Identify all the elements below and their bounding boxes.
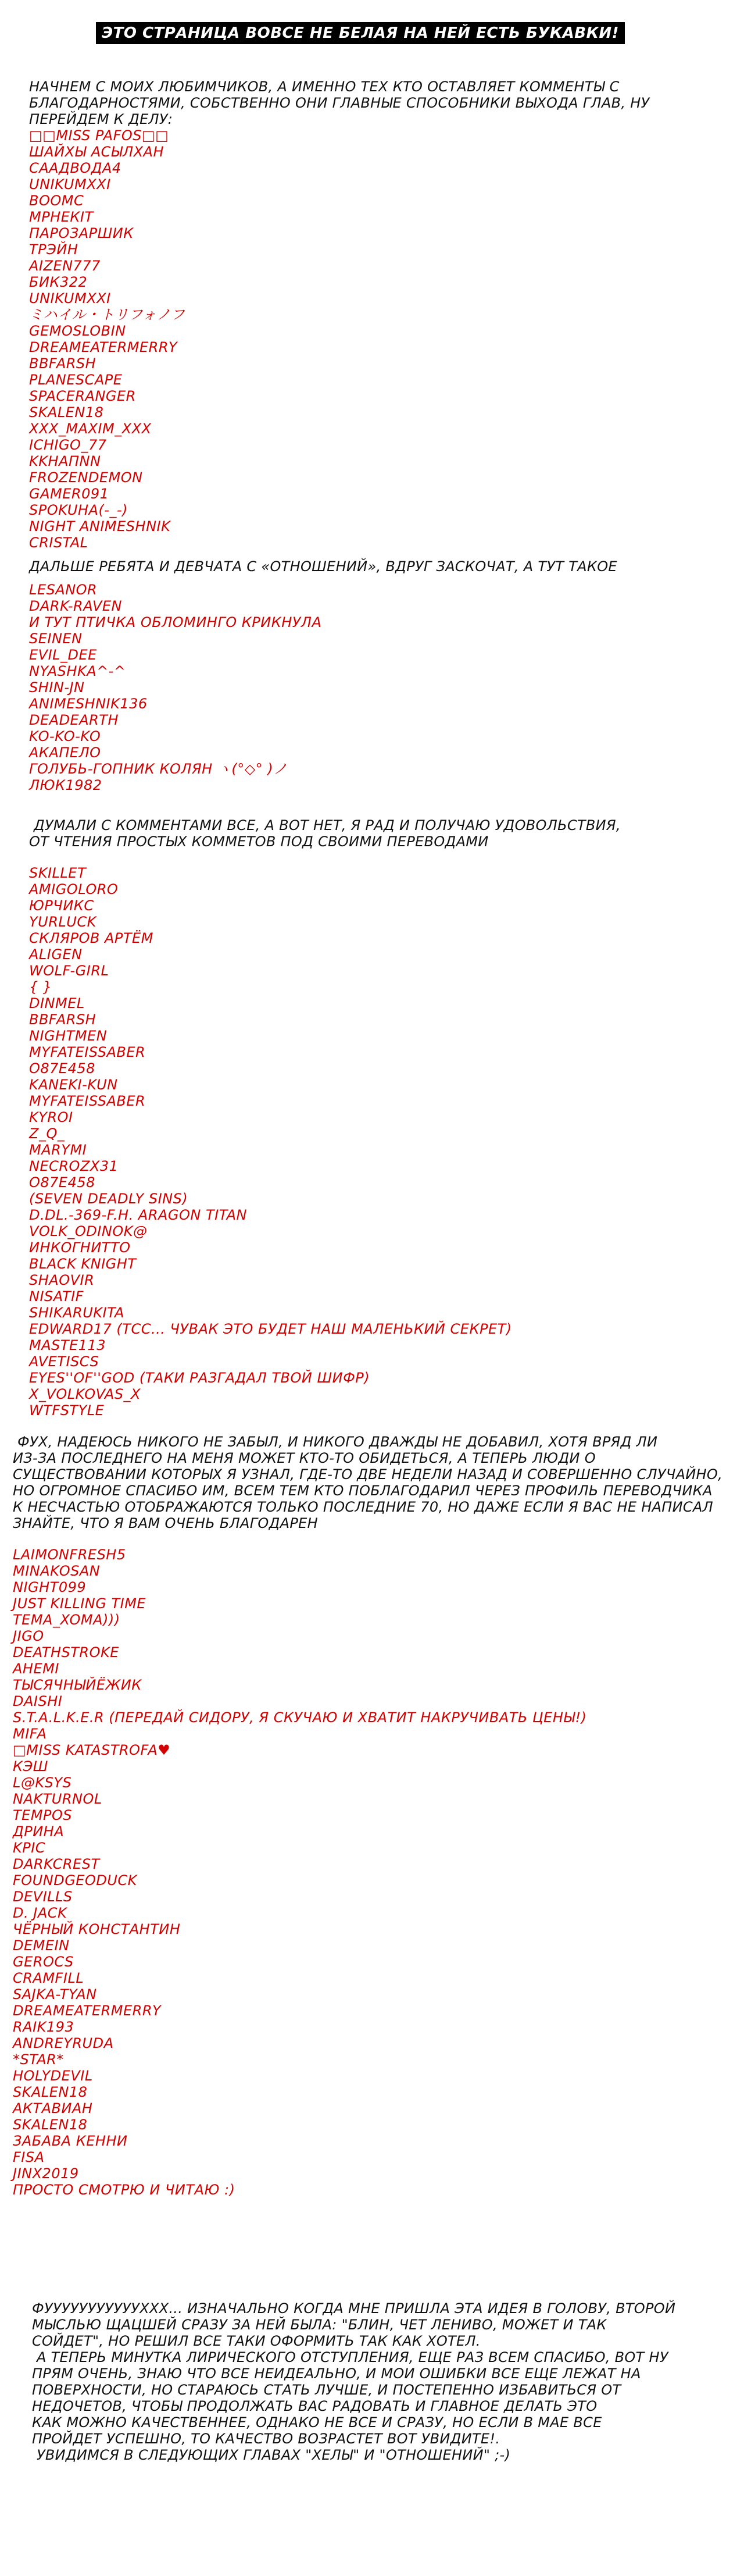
name-item: JINX2019 xyxy=(13,2165,79,2182)
name-item: PLANESCAPE xyxy=(29,372,123,388)
name-item: O87E458 xyxy=(29,1174,95,1191)
name-item: SKILLET xyxy=(29,865,87,881)
name-item: EDWARD17 (ТСС... ЧУВАК ЭТО БУДЕТ НАШ МАЛЕНЬКИЙ СЕКРЕТ) xyxy=(29,1321,512,1337)
name-item: СКЛЯРОВ АРТЁМ xyxy=(29,930,153,946)
name-item: AMIGOLORO xyxy=(29,881,119,897)
name-item: MIFA xyxy=(13,1726,47,1742)
name-item: EVIL_DEE xyxy=(29,647,97,663)
name-item: БИК322 xyxy=(29,274,88,290)
name-item: DREAMEATERMERRY xyxy=(13,2003,162,2019)
name-item: SKALEN18 xyxy=(29,404,104,421)
name-item: TEMA_XOMA))) xyxy=(13,1612,120,1628)
name-item: BBFARSH xyxy=(29,355,96,372)
name-item: ЛЮК1982 xyxy=(29,777,102,793)
name-item: JUST KILLING TIME xyxy=(13,1595,146,1612)
name-item: MYFATEISSABER xyxy=(29,1044,146,1060)
name-item: ミハイル・トリフォノフ xyxy=(29,307,185,323)
name-item: GAMER091 xyxy=(29,486,109,502)
name-item: GEROCS xyxy=(13,1954,74,1970)
name-item: (SEVEN DEADLY SINS) xyxy=(29,1191,188,1207)
section-profile-thanks xyxy=(13,1434,728,2198)
name-item: EYES''OF''GOD (ТАКИ РАЗГАДАЛ ТВОЙ ШИФР) xyxy=(29,1370,370,1386)
name-item: UNIKUMXXI xyxy=(29,290,111,307)
name-item: VOLK_ODINOK@ xyxy=(29,1223,148,1239)
name-item: КЭШ xyxy=(13,1758,48,1775)
section-relations-list xyxy=(29,582,698,793)
name-item: DAISHI xyxy=(13,1693,63,1709)
section-relations-intro: ДАЛЬШЕ РЕБЯТА И ДЕВЧАТА С «ОТНОШЕНИЙ», ВДРУГ ЗАСКОЧАТ, А ТУТ ТАКОЕ xyxy=(29,558,617,575)
name-item: AHEMI xyxy=(13,1661,59,1677)
name-item: SPACERANGER xyxy=(29,388,136,404)
section-commenters-intro: ДУМАЛИ С КОММЕНТАМИ ВСЕ, А ВОТ НЕТ, Я РАД И ПОЛУЧАЮ УДОВОЛЬСТВИЯ, ОТ ЧТЕНИЯ ПРОСТЫХ КОММЕТОВ ПОД СВОИМИ ПЕРЕВОДАМИ xyxy=(29,817,621,850)
name-item: SHAOVIR xyxy=(29,1272,95,1288)
name-item: D.DL.-369-F.H. ARAGON TITAN xyxy=(29,1207,248,1223)
section-profile-thanks-list xyxy=(13,1547,728,2198)
name-item: KPIC xyxy=(13,1840,46,1856)
name-item: ШАЙХЫ АСЫЛХАН xyxy=(29,144,164,160)
name-item: KKHAПNN xyxy=(29,453,101,469)
name-item: MYFATEISSABER xyxy=(29,1093,146,1109)
name-item: ЧЁРНЫЙ КОНСТАНТИН xyxy=(13,1921,181,1937)
name-item: MINAKOSAN xyxy=(13,1563,101,1579)
name-item: ГОЛУБЬ-ГОПНИК КОЛЯН ヽ(°◇° )ノ xyxy=(29,761,288,777)
section-relations xyxy=(29,558,698,793)
name-item: DARKCREST xyxy=(13,1856,100,1872)
name-item: BLACK KNIGHT xyxy=(29,1256,137,1272)
name-item: ANDREYRUDA xyxy=(13,2035,114,2051)
name-item: ПАРОЗАРШИК xyxy=(29,225,134,241)
section-favorites-list xyxy=(29,127,698,551)
section-commenters-list xyxy=(29,865,715,1419)
name-item: S.T.A.L.K.E.R (ПЕРЕДАЙ СИДОРУ, Я СКУЧАЮ И ХВАТИТ НАКРУЧИВАТЬ ЦЕНЫ!) xyxy=(13,1709,587,1726)
name-item: YURLUCK xyxy=(29,914,96,930)
section-favorites-intro: НАЧНЕМ С МОИХ ЛЮБИМЧИКОВ, А ИМЕННО ТЕХ КТО ОСТАВЛЯЕТ КОММЕНТЫ С БЛАГОДАРНОСТЯМИ, СОБСТВЕННО ОНИ ГЛАВНЫЕ СПОСОБНИКИ ВЫХОДА ГЛАВ, НУ ПЕРЕЙДЕМ К ДЕЛУ: xyxy=(29,79,654,127)
name-item: SEINEN xyxy=(29,630,83,647)
name-item: KYROI xyxy=(29,1109,73,1125)
name-item: BOOMC xyxy=(29,193,84,209)
name-item: ЗАБАВА КЕННИ xyxy=(13,2133,128,2149)
name-item: SHIKARUKITA xyxy=(29,1305,124,1321)
name-item: AVETISCS xyxy=(29,1353,99,1370)
name-item: L@KSYS xyxy=(13,1775,72,1791)
name-item: АКАПЕЛО xyxy=(29,744,101,761)
name-item: ПРОСТО СМОТРЮ И ЧИТАЮ :) xyxy=(13,2182,235,2198)
name-item: *STAR* xyxy=(13,2051,64,2068)
name-item: SKALEN18 xyxy=(13,2117,88,2133)
name-item: { } xyxy=(29,979,52,995)
name-item: MРНЕКІТ xyxy=(29,209,94,225)
name-item: □□MISS PAFOS□□ xyxy=(29,127,169,144)
section-favorites xyxy=(29,79,698,551)
name-item: CRISTAL xyxy=(29,535,88,551)
name-item: □MISS KATASTROFA♥ xyxy=(13,1742,171,1758)
name-item: ТЫСЯЧНЫЙЁЖИК xyxy=(13,1677,142,1693)
name-item: ЮРЧИКС xyxy=(29,897,94,914)
name-item: SHIN-JN xyxy=(29,679,85,696)
name-item: NIGHTMEN xyxy=(29,1028,108,1044)
name-item: WOLF-GIRL xyxy=(29,963,109,979)
name-item: ТРЭЙН xyxy=(29,241,78,258)
name-item: GEMOSLOBIN xyxy=(29,323,126,339)
name-item: TEMPOS xyxy=(13,1807,73,1823)
name-item: SAJKA-TYAN xyxy=(13,1986,97,2003)
banner-title: ЭТО СТРАНИЦА ВОВСЕ НЕ БЕЛАЯ НА НЕЙ ЕСТЬ БУКАВКИ! xyxy=(96,22,625,44)
name-item: FOUNDGEODUCK xyxy=(13,1872,137,1889)
name-item: MASTE113 xyxy=(29,1337,106,1353)
name-item: DEADEARTH xyxy=(29,712,119,728)
name-item: XXX_MAXIM_XXX xyxy=(29,421,152,437)
name-item: NAKTURNOL xyxy=(13,1791,102,1807)
name-item: АКТАВИАН xyxy=(13,2100,93,2117)
name-item: NYASHKA^-^ xyxy=(29,663,126,679)
name-item: NECROZX31 xyxy=(29,1158,119,1174)
name-item: DEVILLS xyxy=(13,1889,73,1905)
name-item: FISA xyxy=(13,2149,45,2165)
section-profile-thanks-intro: ФУХ, НАДЕЮСЬ НИКОГО НЕ ЗАБЫЛ, И НИКОГО ДВАЖДЫ НЕ ДОБАВИЛ, ХОТЯ ВРЯД ЛИ ИЗ-ЗА ПОСЛЕДНЕГО НА МЕНЯ МОЖЕТ КТО-ТО ОБИДЕТЬСЯ, А ТЕПЕРЬ ЛЮДИ О СУЩЕСТВОВАНИИ КОТОРЫХ Я УЗНАЛ, ГДЕ-ТО ДВЕ НЕДЕЛИ НАЗАД И СОВЕРШЕННО СЛУЧАЙНО, НО ОГРОМНОЕ СПАСИБО ИМ, ВСЕМ ТЕМ КТО ПОБЛАГОДАРИЛ ЧЕРЕЗ ПРОФИЛЬ ПЕРЕВОДЧИКА К НЕСЧАСТЬЮ ОТОБРАЖАЮТСЯ ТОЛЬКО ПОСЛЕДНИЕ 70, НО ДАЖЕ ЕСЛИ Я ВАС НЕ НАПИСАЛ ЗНАЙТЕ, ЧТО Я ВАМ ОЧЕНЬ БЛАГОДАРЕН xyxy=(13,1434,723,1531)
name-item: BBFARSH xyxy=(29,1011,96,1028)
name-item: DEMEIN xyxy=(13,1937,70,1954)
name-item: NIGHT ANIMESHNIK xyxy=(29,518,171,535)
section-closing xyxy=(32,2300,712,2463)
name-item: D. JACK xyxy=(13,1905,67,1921)
name-item: И ТУТ ПТИЧКА ОБЛОМИНГО КРИКНУЛА xyxy=(29,614,322,630)
name-item: DARK-RAVEN xyxy=(29,598,122,614)
name-item: UNIKUMXXI xyxy=(29,176,111,193)
name-item: ALIGEN xyxy=(29,946,83,963)
name-item: ANIMESHNIK136 xyxy=(29,696,148,712)
name-item: ICHIGO_77 xyxy=(29,437,107,453)
name-item: WTFSTYLE xyxy=(29,1402,105,1419)
banner-wrap xyxy=(96,22,625,44)
name-item: ИНКОГНИТТО xyxy=(29,1239,131,1256)
name-item: NISATIF xyxy=(29,1288,84,1305)
name-item: O87E458 xyxy=(29,1060,95,1077)
name-item: SPOKUHA(-_-) xyxy=(29,502,128,518)
name-item: LESANOR xyxy=(29,582,98,598)
name-item: LAIMONFRESH5 xyxy=(13,1547,126,1563)
name-item: DREAMEATERMERRY xyxy=(29,339,178,355)
section-commenters xyxy=(29,817,715,1419)
name-item: NIGHT099 xyxy=(13,1579,87,1595)
name-item: DEATHSTROKE xyxy=(13,1644,119,1661)
closing-text: ФУУУУУУУУУУУХХХ... ИЗНАЧАЛЬНО КОГДА МНЕ ПРИШЛА ЭТА ИДЕЯ В ГОЛОВУ, ВТОРОЙ МЫСЛЬЮ ЩАЦШЕЙ СРАЗУ ЗА НЕЙ БЫЛА: "БЛИН, ЧЕТ ЛЕНИВО, МОЖЕТ И ТАК СОЙДЕТ", НО РЕШИЛ ВСЕ ТАКИ ОФОРМИТЬ ТАК КАК ХОТЕЛ. А ТЕПЕРЬ МИНУТКА ЛИРИЧЕСКОГО ОТСТУПЛЕНИЯ, ЕЩЕ РАЗ ВСЕМ СПАСИБО, ВОТ НУ ПРЯМ ОЧЕНЬ, ЗНАЮ ЧТО ВСЕ НЕИДЕАЛЬНО, И МОИ ОШИБКИ ВСЕ ЕЩЕ ЛЕЖАТ НА ПОВЕРХНОСТИ, НО СТАРАЮСЬ СТАТЬ ЛУЧШЕ, И ПОСТЕПЕННО ИЗБАВИТЬСЯ ОТ НЕДОЧЕТОВ, ЧТОБЫ ПРОДОЛЖАТЬ ВАС РАДОВАТЬ И ГЛАВНОЕ ДЕЛАТЬ ЭТО КАК МОЖНО КАЧЕСТВЕННЕЕ, ОДНАКО НЕ ВСЕ И СРАЗУ, НО ЕСЛИ В МАЕ ВСЕ ПРОЙДЕТ УСПЕШНО, ТО КАЧЕСТВО ВОЗРАСТЕТ ВОТ УВИДИТЕ!. УВИДИМСЯ В СЛЕДУЮЩИХ ГЛАВАХ "ХЕЛЫ" И "ОТНОШЕНИЙ" ;-) xyxy=(32,2300,676,2463)
name-item: JIGO xyxy=(13,1628,44,1644)
name-item: MARYMI xyxy=(29,1142,87,1158)
name-item: CRAMFILL xyxy=(13,1970,84,1986)
name-item: Z_Q_ xyxy=(29,1125,65,1142)
name-item: KO-KO-KO xyxy=(29,728,101,744)
name-item: FROZENDEMON xyxy=(29,469,143,486)
name-item: KANEKI-KUN xyxy=(29,1077,118,1093)
name-item: RAIK193 xyxy=(13,2019,74,2035)
name-item: СААДВОДА4 xyxy=(29,160,121,176)
name-item: X_VOLKOVAS_X xyxy=(29,1386,141,1402)
name-item: AIZEN777 xyxy=(29,258,101,274)
name-item: HOLYDEVIL xyxy=(13,2068,93,2084)
name-item: SKALEN18 xyxy=(13,2084,88,2100)
name-item: ДРИНА xyxy=(13,1823,65,1840)
name-item: DINMEL xyxy=(29,995,85,1011)
